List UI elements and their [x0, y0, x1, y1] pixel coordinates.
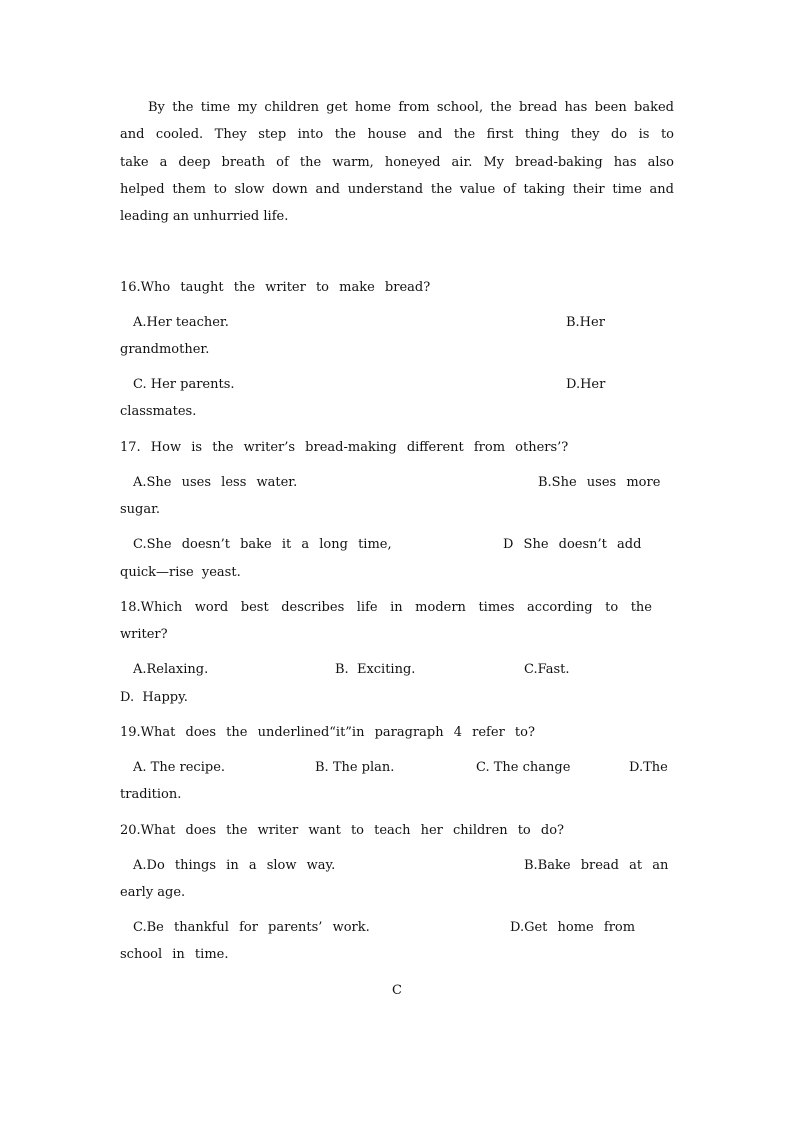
question-19-option-a: A. The recipe. [133, 760, 226, 775]
question-16-option-b-cont: grandmother. [120, 342, 210, 357]
question-17-option-c: C.She doesn’t bake it a long time, [133, 537, 392, 552]
question-16-option-d-cont: classmates. [120, 404, 197, 419]
question-16-stem: 16.Who taught the writer to make bread? [120, 280, 431, 295]
question-19-option-b: B. The plan. [315, 760, 395, 775]
question-18-stem-line-2: writer? [120, 627, 168, 642]
question-20-option-d: D.Get home from [510, 920, 636, 935]
question-17-option-d: D She doesn’t add [503, 537, 642, 552]
passage-line-3: take a deep breath of the warm, honeyed air. My bread-baking has also [120, 155, 674, 170]
question-20-option-a: A.Do things in a slow way. [133, 858, 336, 873]
passage-line-4: helped them to slow down and understand the value of taking their time and [120, 182, 674, 197]
question-17-option-a: A.She uses less water. [133, 475, 298, 490]
question-19-option-d: D.The [629, 760, 668, 775]
question-20-option-d-cont: school in time. [120, 947, 229, 962]
section-letter: C [392, 983, 402, 998]
question-16-option-d: D.Her [566, 377, 606, 392]
question-16-option-c: C. Her parents. [133, 377, 235, 392]
question-19-option-d-cont: tradition. [120, 787, 182, 802]
question-17-stem: 17. How is the writer’s bread-making different from others’? [120, 440, 569, 455]
question-20-option-b-cont: early age. [120, 885, 186, 900]
question-17-option-b-cont: sugar. [120, 502, 161, 517]
question-18-option-c: C.Fast. [524, 662, 570, 677]
question-18-option-a: A.Relaxing. [133, 662, 209, 677]
question-18-option-b: B. Exciting. [335, 662, 416, 677]
question-20-option-b: B.Bake bread at an [524, 858, 669, 873]
question-17-option-d-cont: quick—rise yeast. [120, 565, 241, 580]
question-17-option-b: B.She uses more [538, 475, 661, 490]
passage-line-2: and cooled. They step into the house and the first thing they do is to [120, 127, 674, 142]
question-19-stem: 19.What does the underlined“it”in paragraph 4 refer to? [120, 725, 535, 740]
question-18-stem-line-1: 18.Which word best describes life in modern times according to the [120, 600, 652, 615]
question-20-option-c: C.Be thankful for parents’ work. [133, 920, 370, 935]
passage-line-5: leading an unhurried life. [120, 209, 289, 224]
question-16-option-b: B.Her [566, 315, 605, 330]
question-18-option-d: D. Happy. [120, 690, 188, 705]
question-16-option-a: A.Her teacher. [133, 315, 229, 330]
question-19-option-c: C. The change [476, 760, 571, 775]
passage-line-1: By the time my children get home from school, the bread has been baked [148, 100, 674, 115]
question-20-stem: 20.What does the writer want to teach her children to do? [120, 823, 565, 838]
